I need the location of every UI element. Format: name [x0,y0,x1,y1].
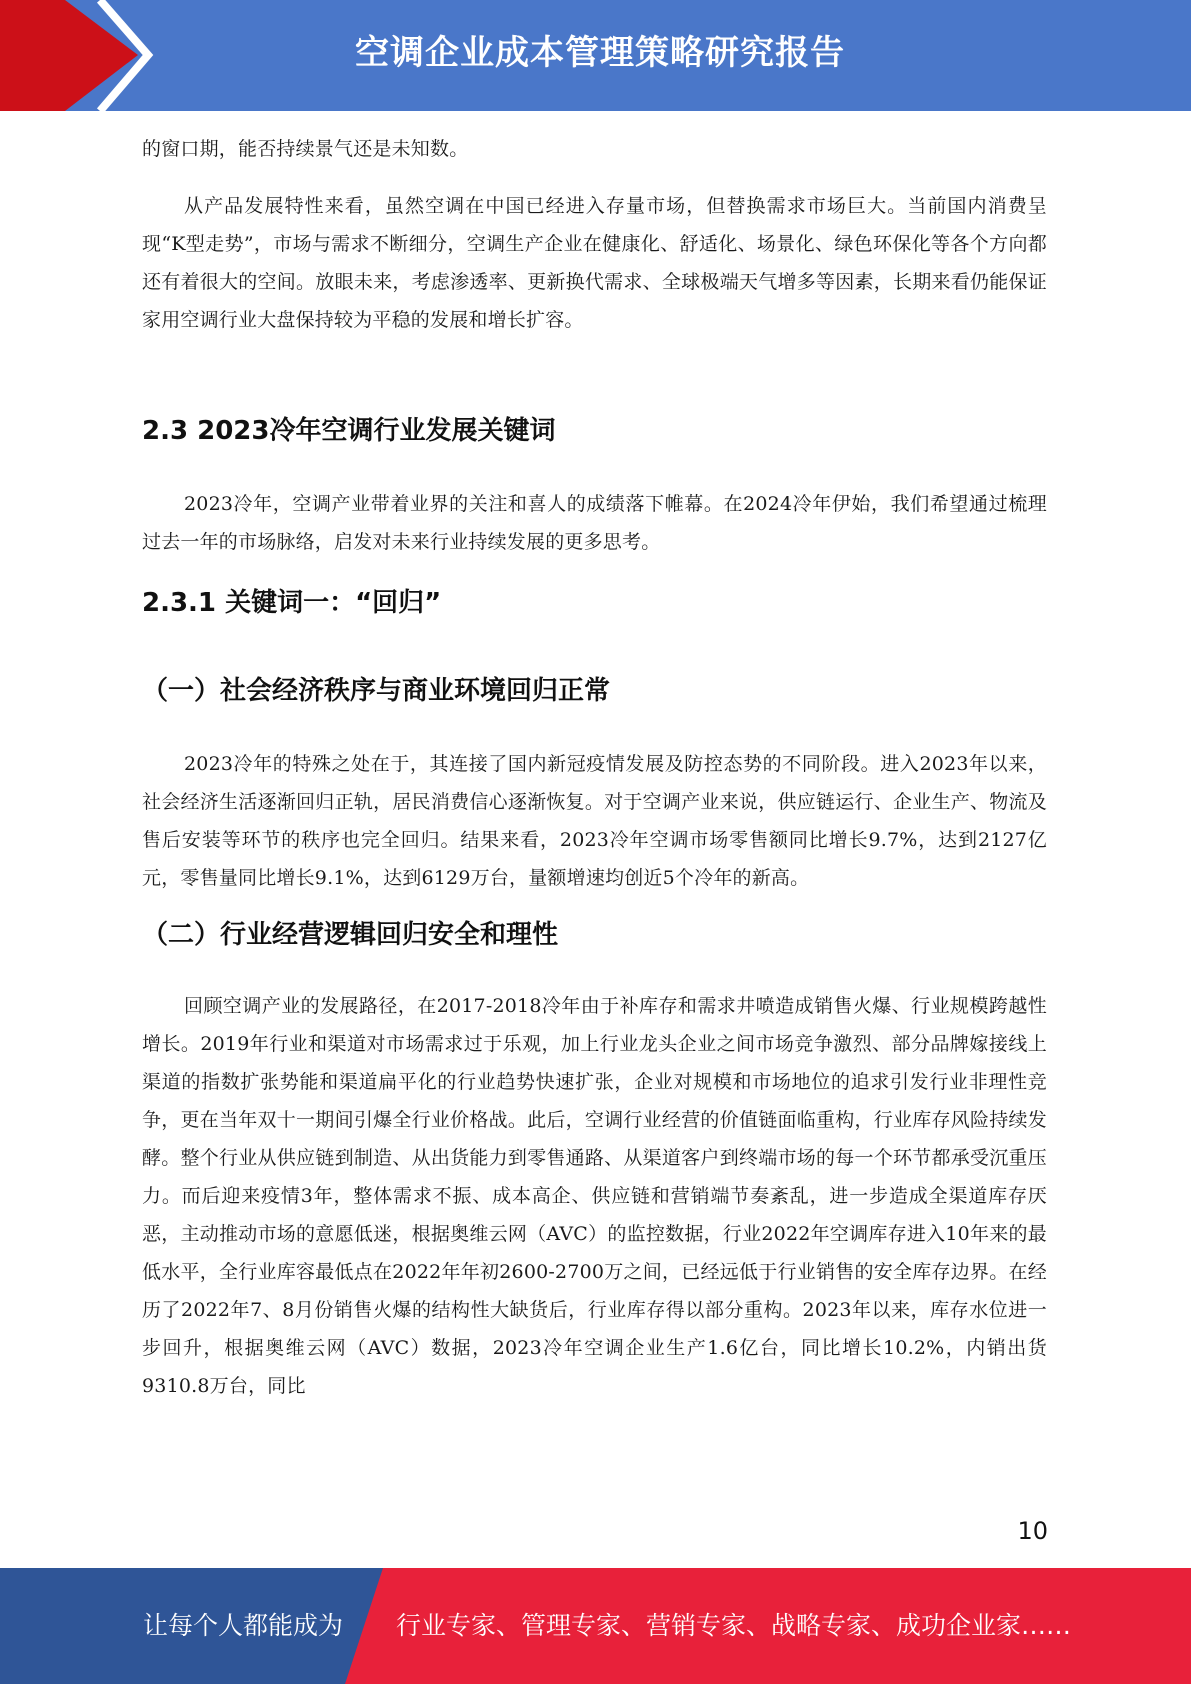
paragraph-continued: 的窗口期，能否持续景气还是未知数。 [142,138,469,160]
page-header [0,0,1191,111]
page-footer [0,1568,1191,1684]
section-heading-2-3-1: 2.3.1 关键词一：“回归” [142,588,442,618]
subheading-industry-logic: （二）行业经营逻辑回归安全和理性 [142,920,559,950]
paragraph-2023-market: 2023冷年的特殊之处在于，其连接了国内新冠疫情发展及防控态势的不同阶段。进入2023年以来，社会经济生活逐渐回归正轨，居民消费信心逐渐恢复。对于空调产业来说，供应链运行、企业生产、物流及售后安装等环节的秩序也完全回归。结果来看，2023冷年空调市场零售额同比增长9.7%，达到2127亿元，零售量同比增长9.1%，达到6129万台，量额增速均创近5个冷年的新高。 [142,753,1047,889]
footer-slogan-right: 行业专家、管理专家、营销专家、战略专家、成功企业家…… [396,1611,1072,1640]
paragraph-industry-history: 回顾空调产业的发展路径，在2017-2018冷年由于补库存和需求井喷造成销售火爆、行业规模跨越性增长。2019年行业和渠道对市场需求过于乐观，加上行业龙头企业之间市场竞争激烈、部分品牌嫁接线上渠道的指数扩张势能和渠道扁平化的行业趋势快速扩张，企业对规模和市场地位的追求引发行业非理性竞争，更在当年双十一期间引爆全行业价格战。此后，空调行业经营的价值链面临重构，行业库存风险持续发酵。整个行业从供应链到制造、从出货能力到零售通路、从渠道客户到终端市场的每一个环节都承受沉重压力。而后迎来疫情3年，整体需求不振、成本高企、供应链和营销端节奏紊乱，进一步造成全渠道库存厌恶，主动推动市场的意愿低迷，根据奥维云网（AVC）的监控数据，行业2022年空调库存进入10年来的最低水平，全行业库容最低点在2022年年初2600-2700万之间，已经远低于行业销售的安全库存边界。在经历了2022年7、8月份销售火爆的结构性大缺货后，行业库存得以部分重构。2023年以来，库存水位进一步回升，根据奥维云网（AVC）数据，2023冷年空调企业生产1.6亿台，同比增长10.2%，内销出货9310.8万台，同比 [142,995,1047,1397]
report-title: 空调企业成本管理策略研究报告 [355,33,845,73]
section-heading-2-3: 2.3 2023冷年空调行业发展关键词 [142,416,556,446]
document-body [142,130,1047,1405]
paragraph-2023-overview: 2023冷年，空调产业带着业界的关注和喜人的成绩落下帷幕。在2024冷年伊始，我们希望通过梳理过去一年的市场脉络，启发对未来行业持续发展的更多思考。 [142,493,1047,553]
footer-slogan-left: 让每个人都能成为 [143,1611,344,1640]
paragraph-product-trends: 从产品发展特性来看，虽然空调在中国已经进入存量市场，但替换需求市场巨大。当前国内消费呈现“K型走势”，市场与需求不断细分，空调生产企业在健康化、舒适化、场景化、绿色环保化等各个方向都还有着很大的空间。放眼未来，考虑渗透率、更新换代需求、全球极端天气增多等因素，长期来看仍能保证家用空调行业大盘保持较为平稳的发展和增长扩容。 [142,195,1047,331]
subheading-social-economic-order: （一）社会经济秩序与商业环境回归正常 [142,676,611,706]
page-number: 10 [1017,1517,1048,1545]
